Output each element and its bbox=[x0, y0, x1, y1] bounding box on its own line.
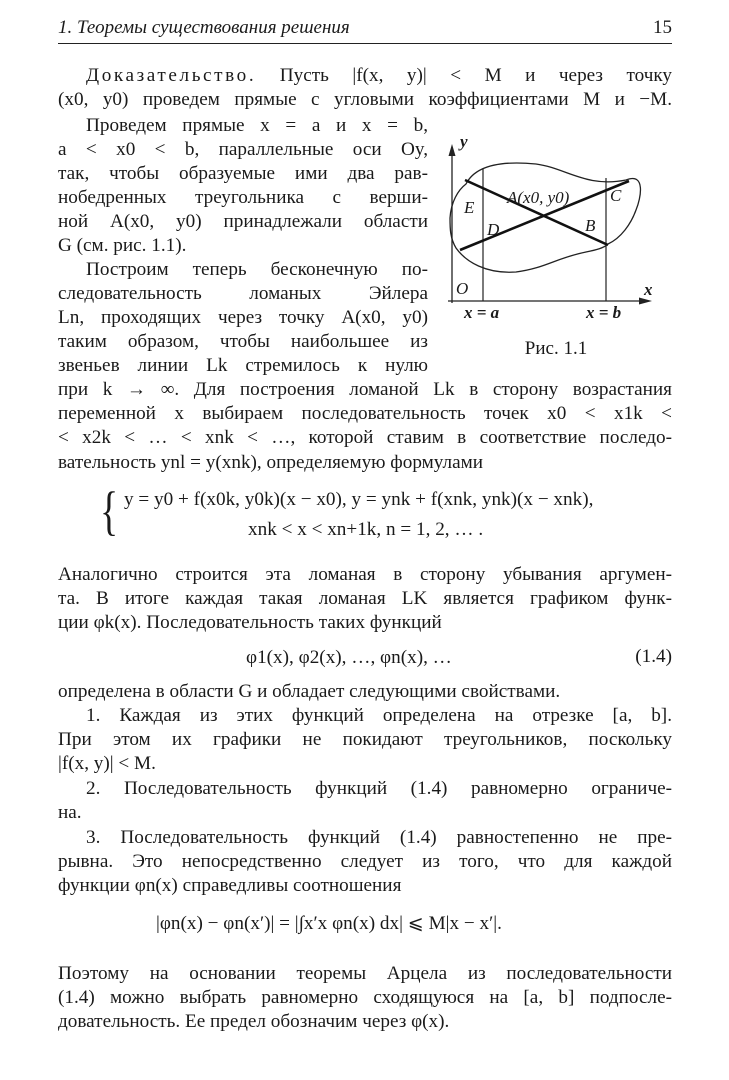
label-c: C bbox=[610, 186, 622, 205]
label-y-axis: y bbox=[460, 132, 468, 151]
label-d: D bbox=[487, 220, 500, 239]
text-line: Ln, проходящих через точку A(x0, y0) bbox=[58, 307, 428, 328]
integral-inequality: |φn(x) − φn(x′)| = |∫x′x φn(x) dx| ⩽ M|x − x′|. bbox=[156, 913, 502, 934]
text-line: при k → ∞. Для построения ломаной Lk в сторону возрастания bbox=[58, 379, 672, 400]
text-line: переменной x выбираем последовательность точек x0 < x1k < bbox=[58, 403, 672, 424]
text-line: звеньев линии Lk стремилось к нулю bbox=[58, 355, 428, 376]
text-line: Поэтому на основании теоремы Арцела из последовательности bbox=[58, 963, 672, 984]
text-line: Построим теперь бесконечную по- bbox=[86, 259, 428, 280]
label-point-a: A(x0, y0) bbox=[507, 188, 570, 207]
figure-1-1 bbox=[436, 132, 676, 363]
text-line: Аналогично строится эта ломаная в сторону убывания аргумен- bbox=[58, 564, 672, 585]
text-line: (1.4) можно выбрать равномерно сходящуюся на [a, b] подпосле- bbox=[58, 987, 672, 1008]
text-fragment: Пусть |f(x, y)| < M и через точку bbox=[279, 65, 673, 86]
text-line: 3. Последовательность функций (1.4) равностепенно не пре- bbox=[86, 827, 672, 848]
text-line: вательность ynl = y(xnk), определяемую формулами bbox=[58, 452, 484, 473]
equation-number: (1.4) bbox=[635, 646, 672, 667]
text-line: следовательность ломаных Эйлера bbox=[58, 283, 428, 304]
left-brace: { bbox=[100, 481, 119, 541]
text-line: (x0, y0) проведем прямые с угловыми коэффициентами M и −M. bbox=[58, 89, 672, 110]
text-line: |f(x, y)| < M. bbox=[58, 753, 156, 774]
label-x-axis: x bbox=[644, 280, 653, 299]
text-line: ной A(x0, y0) принадлежали области bbox=[58, 211, 428, 232]
equation-1-4: φ1(x), φ2(x), …, φn(x), … bbox=[246, 647, 452, 668]
text-line: на. bbox=[58, 802, 82, 823]
text-line: таким образом, чтобы наибольшее из bbox=[58, 331, 428, 352]
text-line: довательность. Ее предел обозначим через φ(x). bbox=[58, 1011, 450, 1032]
page-number: 15 bbox=[653, 17, 672, 38]
text-line bbox=[58, 64, 672, 88]
figure-caption: Рис. 1.1 bbox=[524, 338, 588, 359]
text-line: 1. Каждая из этих функций определена на отрезке [a, b]. bbox=[86, 705, 672, 726]
text-line: ции φk(x). Последовательность таких функций bbox=[58, 612, 442, 633]
text-line: a < x0 < b, параллельные оси Oy, bbox=[58, 139, 428, 160]
text-line: При этом их графики не покидают треугольников, поскольку bbox=[58, 729, 672, 750]
text-line: функции φn(x) справедливы соотношения bbox=[58, 875, 402, 896]
label-e: E bbox=[464, 198, 475, 217]
text-line: 2. Последовательность функций (1.4) равномерно ограниче- bbox=[86, 778, 672, 799]
label-x-eq-b: x = b bbox=[586, 303, 622, 322]
running-title: 1. Теоремы существования решения bbox=[58, 17, 350, 38]
text-line: нобедренных треугольника с верши- bbox=[58, 187, 428, 208]
label-origin: O bbox=[456, 279, 469, 298]
text-line: так, чтобы образуемые ими два рав- bbox=[58, 163, 428, 184]
text-line: G (см. рис. 1.1). bbox=[58, 235, 187, 256]
y-axis-arrow-icon bbox=[449, 144, 456, 156]
label-x-eq-a: x = a bbox=[464, 303, 500, 322]
equation-system-row-2: xnk < x < xn+1k, n = 1, 2, … . bbox=[248, 519, 484, 540]
text-line: определена в области G и обладает следующими свойствами. bbox=[58, 681, 561, 702]
equation-system-row-1: y = y0 + f(x0k, y0k)(x − x0), y = ynk + f(xnk, ynk)(x − xnk), bbox=[124, 489, 594, 510]
text-line: та. В итоге каждая такая ломаная LK является графиком функ- bbox=[58, 588, 672, 609]
running-header bbox=[58, 17, 672, 44]
label-b: B bbox=[585, 216, 596, 235]
text-line: рывна. Это непосредственно следует из того, что для каждой bbox=[58, 851, 672, 872]
text-line: < x2k < … < xnk < …, которой ставим в соответствие последо- bbox=[58, 427, 672, 448]
proof-label: Доказательство. bbox=[86, 65, 257, 86]
text-line: Проведем прямые x = a и x = b, bbox=[86, 115, 428, 136]
